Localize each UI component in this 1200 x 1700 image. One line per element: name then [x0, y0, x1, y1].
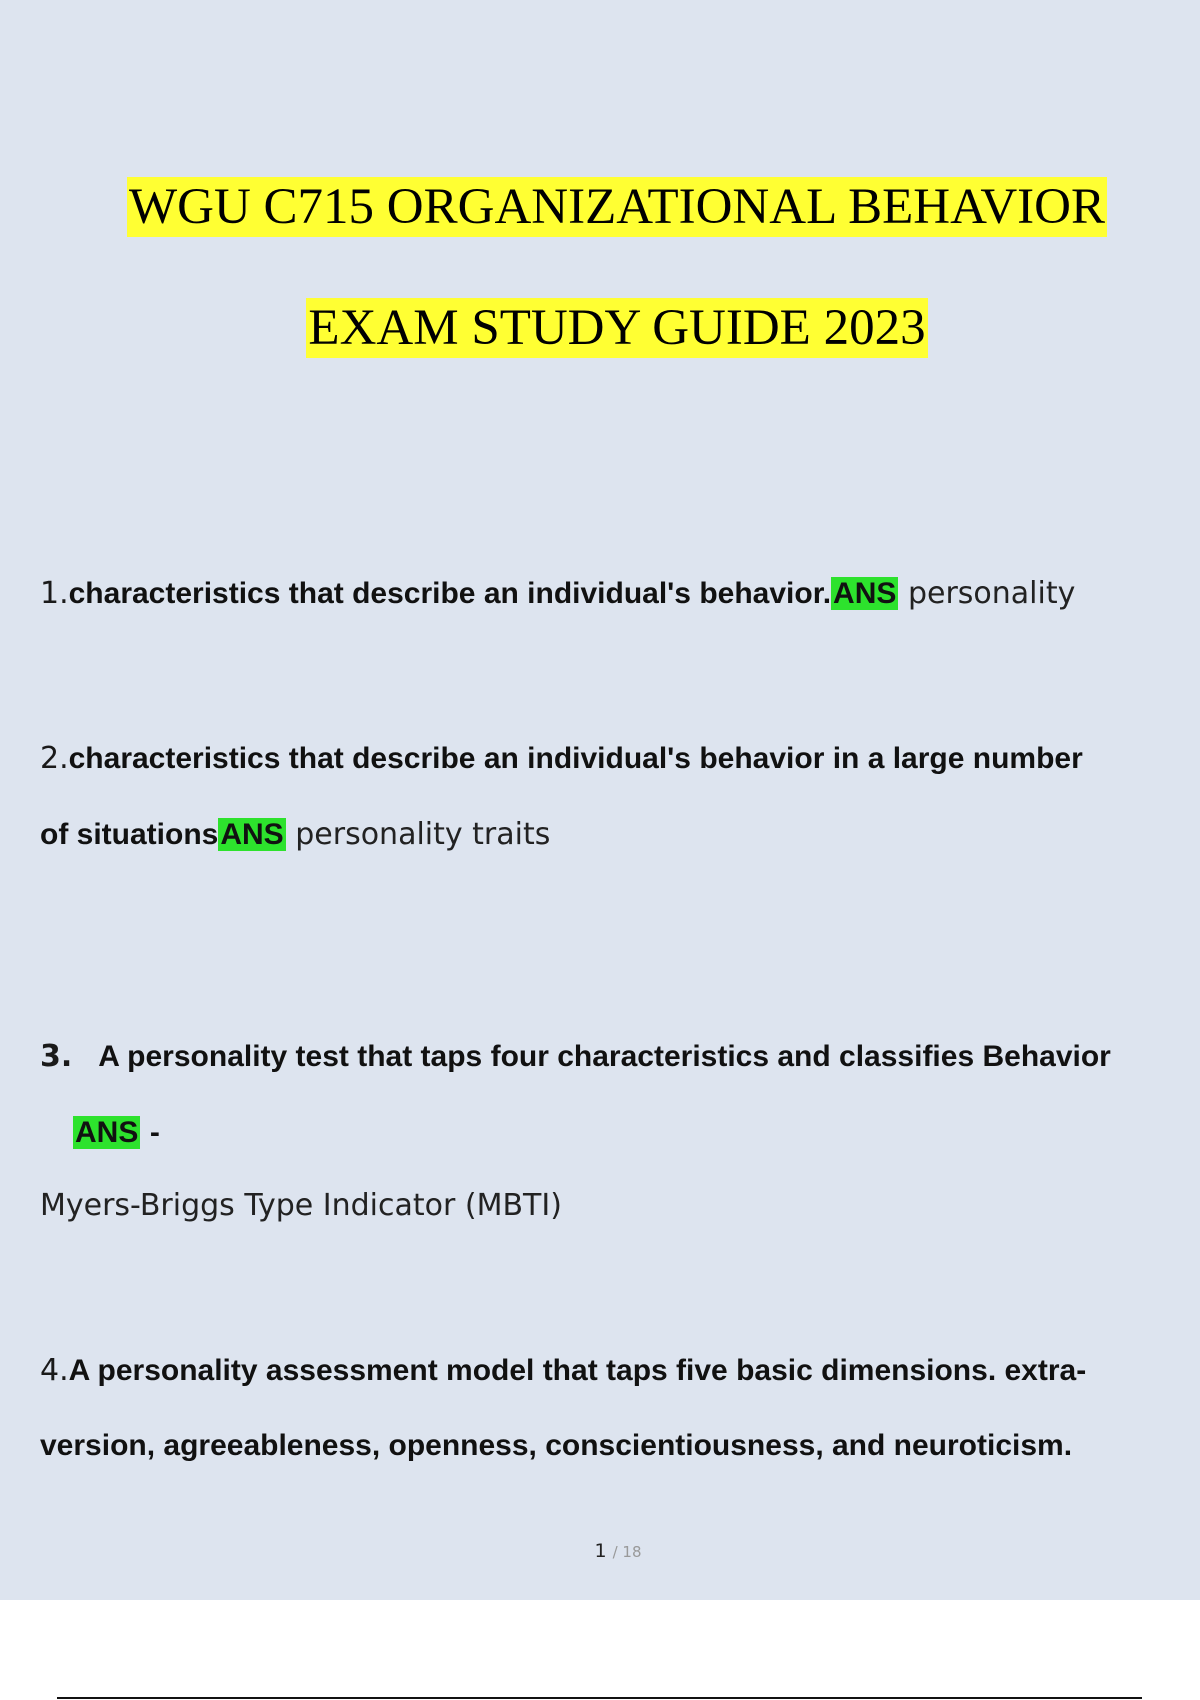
question-4-line-1	[40, 1333, 1200, 1409]
title-text-2: EXAM STUDY GUIDE 2023	[308, 300, 926, 356]
page-current: 1	[594, 1540, 607, 1562]
title-text-1: WGU C715 ORGANIZATIONAL BEHAVIOR	[128, 179, 1106, 235]
question-2-text-line-1: characteristics that describe an individual's behavior in a large number	[68, 742, 1083, 775]
question-3-dash: -	[149, 1116, 160, 1149]
question-4-text-line-2: version, agreeableness, openness, conscientiousness, and neuroticism.	[40, 1429, 1073, 1462]
title-line-2	[0, 298, 1200, 358]
question-4-number: 4.	[40, 1353, 69, 1388]
page-total: / 18	[612, 1543, 642, 1561]
question-4-line-2	[40, 1408, 1200, 1484]
question-2-answer: personality traits	[295, 817, 551, 852]
question-2-line-2	[40, 797, 1200, 873]
question-1-ans-label: ANS	[833, 577, 897, 610]
question-1	[40, 556, 1200, 632]
question-3-ans-label: ANS	[75, 1116, 139, 1149]
question-3-line-2	[73, 1095, 1200, 1171]
question-3-line-1	[40, 1019, 1200, 1095]
question-2-text-line-2: of situations	[40, 818, 219, 851]
question-3-text: A personality test that taps four characteristics and classifies Behavior	[98, 1040, 1111, 1073]
next-page-rule	[57, 1697, 1142, 1699]
question-3-line-3	[40, 1168, 1200, 1244]
question-1-text: characteristics that describe an individual's behavior.	[68, 577, 832, 610]
question-2-number: 2.	[40, 741, 69, 776]
title-line-1	[0, 177, 1200, 237]
question-3-answer: Myers-Briggs Type Indicator (MBTI)	[40, 1188, 562, 1223]
question-1-answer: personality	[907, 576, 1076, 611]
question-3-number: 3.	[40, 1039, 73, 1074]
question-2-ans-label: ANS	[220, 818, 284, 851]
question-4-text-line-1: A personality assessment model that taps five basic dimensions. extra-	[68, 1354, 1087, 1387]
question-2-line-1	[40, 721, 1200, 797]
page-counter	[0, 1540, 1200, 1562]
question-1-number: 1.	[40, 576, 69, 611]
